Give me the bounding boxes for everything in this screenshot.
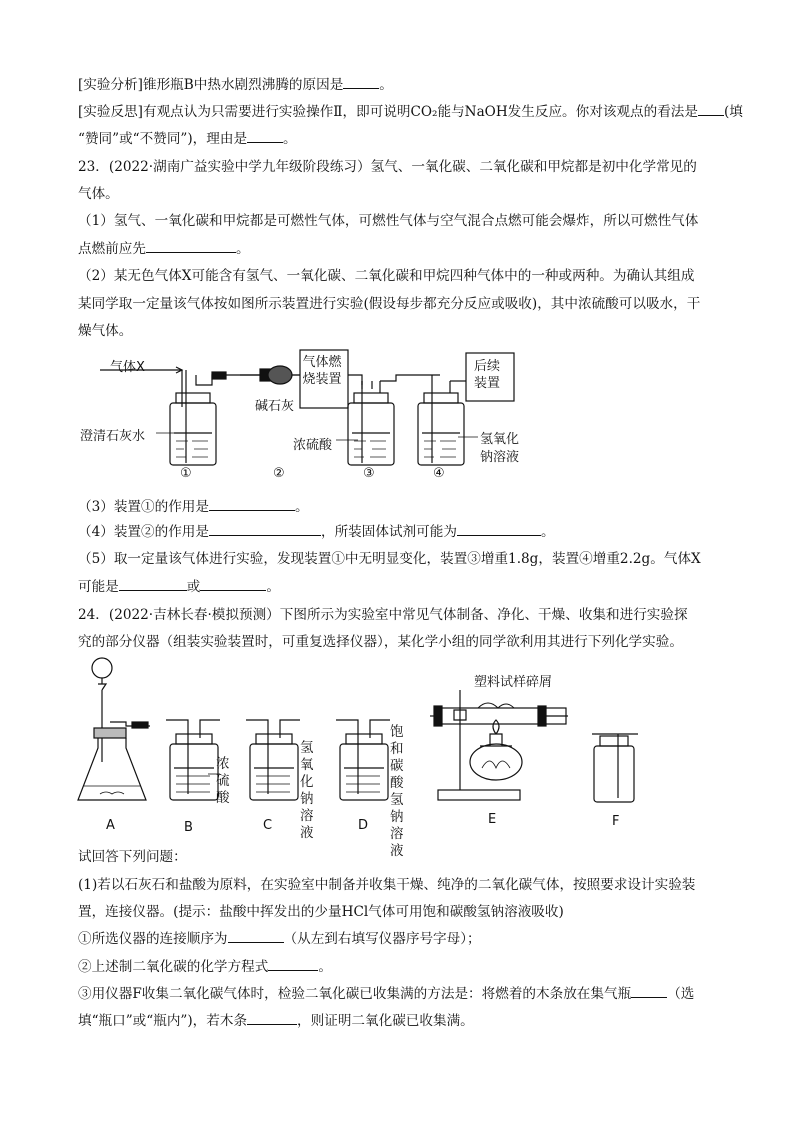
sub1-line: (1)若以石灰石和盐酸为原料，在实验室中制备并收集干燥、纯净的二氧化碳气体，按照要求设计实验装 xyxy=(78,877,696,893)
answer-blank[interactable] xyxy=(200,578,266,591)
answer-blank[interactable] xyxy=(228,930,284,943)
sub2-text: ①所选仪器的连接顺序为 xyxy=(78,931,228,947)
plastic-sample-label: 塑料试样碎屑 xyxy=(474,675,553,690)
combustion-tube-e xyxy=(430,690,568,800)
bottle-c xyxy=(246,720,300,800)
punct: 。 xyxy=(235,241,250,257)
sub4-text: ③用仪器F收集二氧化碳气体时，检验二氧化碳已收集满的方法是：将燃着的木条放在集气瓶 xyxy=(78,986,632,1002)
answer-blank[interactable] xyxy=(209,498,295,511)
answer-blank[interactable] xyxy=(343,76,379,89)
acid-label: 浓硫酸 xyxy=(293,438,333,453)
rubber-joint xyxy=(212,372,226,379)
naoh-label-2: 钠溶液 xyxy=(480,450,520,465)
after-device-label: 后续装置 xyxy=(473,359,500,391)
label-f: F xyxy=(612,814,620,829)
analysis-text: [实验分析]锥形瓶B中热水剧烈沸腾的原因是 xyxy=(78,77,344,93)
q23-part5: （5）取一定量该气体进行实验，发现装置①中无明显变化，装置③增重1.8g，装置④增重2.2g。气体X xyxy=(78,551,701,567)
part3-text: （3）装置①的作用是 xyxy=(78,499,209,515)
bottle-d-label: 饱和碳酸氢钠溶液 xyxy=(390,724,404,859)
part4-text: （4）装置②的作用是 xyxy=(78,524,209,540)
apparatus-figure-2 xyxy=(70,650,650,820)
sub3-text: ②上述制二氧化碳的化学方程式 xyxy=(78,959,269,975)
flask-a xyxy=(78,658,150,800)
reflection-line-2 xyxy=(78,130,297,148)
q23-part4 xyxy=(78,523,555,541)
soda-lime-tube xyxy=(240,366,300,384)
reflection-line xyxy=(78,103,743,121)
q23-part2-2: 某同学取一定量该气体按如图所示装置进行实验(假设每步都充分反应或吸收)，其中浓硫酸可以吸水，干 xyxy=(78,296,701,312)
answer-blank[interactable] xyxy=(698,103,724,116)
part4-text-2: ，所装固体试剂可能为 xyxy=(321,524,457,540)
reflection-text: [实验反思]有观点认为只需要进行实验操作Ⅱ，即可说明CO₂能与NaOH发生反应。你对该观点的看法是 xyxy=(78,104,698,120)
label-e: E xyxy=(488,812,497,827)
q23-part2: （2）某无色气体X可能含有氢气、一氧化碳、二氧化碳和甲烷四种气体中的一种或两种。为确认其组成 xyxy=(78,268,695,284)
label-d: D xyxy=(358,818,369,833)
sub5-line xyxy=(78,1012,474,1030)
bottle-b xyxy=(166,720,220,800)
answer-blank[interactable] xyxy=(119,578,187,591)
label-a: A xyxy=(106,818,115,833)
q24-stem-2: 究的部分仪器（组装实验装置时，可重复选择仪器），某化学小组的同学欲利用其进行下列化学实验。 xyxy=(78,634,683,650)
answer-blank[interactable] xyxy=(457,523,541,536)
punct: 。 xyxy=(295,499,309,515)
answer-blank[interactable] xyxy=(631,985,667,998)
answer-blank[interactable] xyxy=(146,240,236,253)
device-4-number: ④ xyxy=(433,466,445,481)
sub3-line xyxy=(78,958,332,976)
q23-part3 xyxy=(78,498,309,516)
soda-lime-label: 碱石灰 xyxy=(255,399,295,414)
part1-text: 点燃前应先 xyxy=(78,241,146,257)
analysis-line xyxy=(78,76,393,94)
part5-text: 可能是 xyxy=(78,579,119,595)
punct: 。 xyxy=(540,524,555,540)
q23-stem: 23．(2022·湖南广益实验中学九年级阶段练习）氢气、一氧化碳、二氧化碳和甲烷都是初中化学常见的 xyxy=(78,159,697,175)
answer-blank[interactable] xyxy=(209,523,321,536)
bottle-b-label: 浓硫酸 xyxy=(216,756,230,806)
ask-line: 试回答下列问题： xyxy=(78,849,187,865)
device-2-number: ② xyxy=(273,466,285,481)
reflection-text-end: (填 xyxy=(724,104,743,120)
burn-device-label: 气体燃烧装置 xyxy=(302,355,342,387)
sub4-text-2: （选 xyxy=(667,986,695,1002)
bottle-4 xyxy=(418,375,466,465)
label-c: C xyxy=(263,818,273,833)
q24-stem: 24．(2022·吉林长春·模拟预测）下图所示为实验室中常见气体制备、净化、干燥、收集和进行实验探 xyxy=(78,607,688,623)
bottle-c-label: 氢氧化钠溶液 xyxy=(300,740,314,841)
gas-x-label: 气体X xyxy=(110,360,145,375)
sub5-text: 填“瓶口”或“瓶内”)，若木条 xyxy=(78,1013,248,1029)
sub5-text-2: ，则证明二氧化碳已收集满。 xyxy=(297,1013,474,1029)
q23-stem-2: 气体。 xyxy=(78,186,119,202)
sub1-line-2: 置，连接仪器。(提示：盐酸中挥发出的少量HCl气体可用饱和碳酸氢钠溶液吸收) xyxy=(78,904,564,920)
part5-or: 或 xyxy=(186,579,201,595)
naoh-label-1: 氢氧化 xyxy=(480,432,520,447)
reflection-text-2: “赞同”或“不赞同”)，理由是 xyxy=(78,131,248,147)
device-1-number: ① xyxy=(180,466,192,481)
sub4-line xyxy=(78,985,694,1003)
q23-part2-3: 燥气体。 xyxy=(78,323,133,339)
gas-jar-f xyxy=(592,734,638,802)
q23-part5-2 xyxy=(78,578,280,596)
answer-blank[interactable] xyxy=(247,1012,297,1025)
label-b: B xyxy=(184,820,193,835)
bottle-d xyxy=(336,720,390,800)
device-3-number: ③ xyxy=(363,466,375,481)
limewater-label: 澄清石灰水 xyxy=(80,429,146,444)
sub2-line xyxy=(78,930,481,948)
sub2-text-2: （从左到右填写仪器序号字母）； xyxy=(283,931,481,947)
q23-part1: （1）氢气、一氧化碳和甲烷都是可燃性气体，可燃性气体与空气混合点燃可能会爆炸，所以可燃性气体 xyxy=(78,213,699,229)
bottle-3 xyxy=(348,375,440,465)
q23-part1-2 xyxy=(78,240,250,258)
apparatus-figure-1 xyxy=(100,345,600,485)
punct: 。 xyxy=(318,959,332,975)
punct: 。 xyxy=(266,579,280,595)
bottle-1 xyxy=(170,370,224,465)
punct: 。 xyxy=(379,77,393,93)
answer-blank[interactable] xyxy=(268,958,318,971)
answer-blank[interactable] xyxy=(247,130,283,143)
punct: 。 xyxy=(283,131,297,147)
